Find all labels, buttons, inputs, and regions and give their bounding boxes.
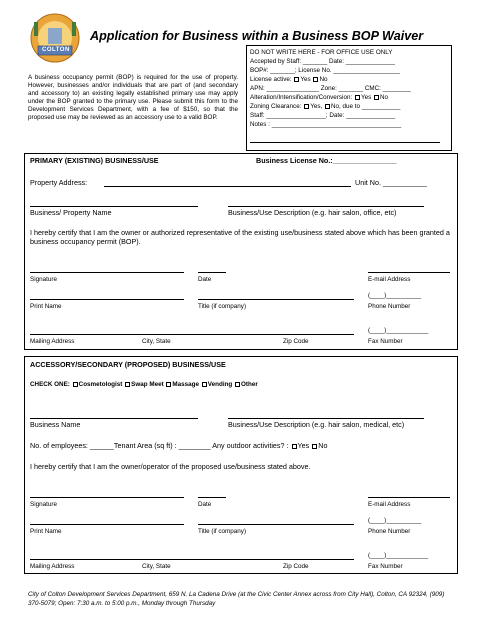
primary-mailing-label: Mailing Address (30, 338, 75, 345)
office-zoning: Zoning Clearance: Yes, No, due to ___________ (250, 103, 401, 110)
outdoor-yes-label: Yes (297, 441, 310, 450)
alteration-label: Alteration/Intensification/Conversion: (250, 94, 353, 101)
primary-business-name-label: Business/ Property Name (30, 208, 112, 217)
swap-meet-checkbox[interactable] (125, 382, 130, 387)
intro-paragraph: A business occupancy permit (BOP) is required for the use of property. However, businesses and/or individuals that are part of (and secondary and accessory to) an existing legally established primary use may apply under the BOP granted to the primary use. Please submit this form to the Development Services Department, with a fee of $150, so that the proposed use may be reviewed as an accessory use to a valid BOP. (28, 74, 238, 122)
property-address-input[interactable] (104, 186, 351, 187)
accessory-email-label: E-mail Address (368, 501, 411, 508)
license-yes-checkbox[interactable] (294, 77, 299, 82)
outdoor-no-checkbox[interactable] (312, 444, 317, 449)
primary-date-label: Date (198, 276, 212, 283)
office-heading: DO NOT WRITE HERE - FOR OFFICE USE ONLY (250, 49, 393, 56)
swap-meet-label: Swap Meet (131, 381, 164, 388)
alteration-no-checkbox[interactable] (374, 95, 379, 100)
property-address-label: Property Address: (30, 178, 88, 187)
cosmetologist-label: Cosmetologist (78, 381, 123, 388)
vending-label: Vending (207, 381, 233, 388)
vending-checkbox[interactable] (202, 382, 207, 387)
license-no-checkbox[interactable] (313, 77, 318, 82)
city-seal-logo (28, 10, 82, 70)
office-bop-number[interactable]: BOP#: _______; License No. ___________________ (250, 67, 400, 74)
office-use-content (250, 48, 450, 129)
alteration-no-label: No (380, 94, 389, 101)
alteration-yes-checkbox[interactable] (355, 95, 360, 100)
primary-email-label: E-mail Address (368, 276, 411, 283)
accessory-heading: ACCESSORY/SECONDARY (PROPOSED) BUSINESS/USE (30, 360, 226, 369)
accessory-city-state-label: City, State (142, 563, 171, 570)
accessory-use-description-input[interactable] (228, 418, 424, 419)
license-yes-label: Yes (300, 76, 311, 83)
other-checkbox[interactable] (235, 382, 240, 387)
massage-checkbox[interactable] (166, 382, 171, 387)
office-staff[interactable]: Staff: _________________; Date: ______________ (250, 112, 396, 119)
unit-number-field[interactable]: Unit No. ___________ (355, 178, 427, 187)
employees-row (30, 441, 327, 450)
outdoor-yes-checkbox[interactable] (292, 444, 297, 449)
accessory-certification: I hereby certify that I am the owner/operator of the proposed use/business stated above. (30, 462, 311, 471)
zoning-label: Zoning Clearance: (250, 103, 302, 110)
primary-email-input[interactable] (368, 272, 450, 273)
primary-signature-input[interactable] (30, 272, 184, 273)
page-title: Application for Business within a Business BOP Waiver (90, 29, 424, 43)
accessory-email-input[interactable] (368, 497, 450, 498)
primary-license-field[interactable]: Business License No.:________________ (256, 156, 397, 165)
primary-title-input[interactable] (198, 299, 354, 300)
zoning-yes-label: Yes (310, 103, 321, 110)
other-label: Other (241, 381, 258, 388)
accessory-phone-label: Phone Number (368, 528, 411, 535)
employees-tenant-area-fields[interactable]: No. of employees: ______Tenant Area (sq ft) : ________ Any outdoor activities? : (30, 441, 289, 450)
primary-zip-label: Zip Code (283, 338, 309, 345)
primary-business-name-input[interactable] (30, 206, 198, 207)
accessory-signature-label: Signature (30, 501, 57, 508)
accessory-title-label: Title (if company) (198, 528, 247, 535)
accessory-signature-input[interactable] (30, 497, 184, 498)
accessory-date-input[interactable] (198, 497, 226, 498)
accessory-phone-input[interactable]: (____)__________ (368, 517, 422, 524)
office-notes-line[interactable] (250, 142, 440, 143)
logo-text: COLTON (42, 47, 70, 53)
primary-city-state-label: City, State (142, 338, 171, 345)
license-active-label: License active: (250, 76, 292, 83)
cosmetologist-checkbox[interactable] (73, 382, 78, 387)
footer-contact-info: City of Colton Development Services Department, 659 N. La Cadena Drive (at the Civic Center Annex across from City Hall), Colton, CA 92324, (909) 370-5079; Open: 7:30 a.m. to 5:00 p.m., Monday through Thursday (28, 591, 445, 607)
outdoor-no-label: No (318, 441, 328, 450)
zoning-yes-checkbox[interactable] (304, 104, 309, 109)
accessory-print-name-label: Print Name (30, 528, 62, 535)
accessory-mailing-label: Mailing Address (30, 563, 75, 570)
accessory-business-name-label: Business Name (30, 420, 81, 429)
primary-phone-label: Phone Number (368, 303, 411, 310)
accessory-fax-label: Fax Number (368, 563, 403, 570)
check-one-label: CHECK ONE: (30, 381, 70, 388)
accessory-fax-input[interactable]: (____)____________ (368, 552, 429, 559)
accessory-print-name-input[interactable] (30, 524, 184, 525)
primary-use-description-input[interactable] (228, 206, 424, 207)
accessory-date-label: Date (198, 501, 212, 508)
alteration-yes-label: Yes (360, 94, 372, 101)
accessory-title-input[interactable] (198, 524, 354, 525)
accessory-business-name-input[interactable] (30, 418, 198, 419)
zoning-no-label: No, due to ___________ (331, 103, 401, 110)
office-accepted-by[interactable]: Accepted by Staff: _______ Date: ______________ (250, 58, 395, 65)
check-one-row (30, 381, 258, 388)
primary-fax-label: Fax Number (368, 338, 403, 345)
primary-print-name-input[interactable] (30, 299, 184, 300)
primary-fax-input[interactable]: (____)____________ (368, 327, 429, 334)
office-alteration (250, 93, 450, 102)
primary-mailing-address-input[interactable] (30, 334, 354, 335)
primary-certification: I hereby certify that I am the owner or authorized representative of the existing use/business stated above which has been granted a business occupancy permit (BOP). (30, 228, 450, 246)
accessory-mailing-address-input[interactable] (30, 559, 354, 560)
massage-label: Massage (172, 381, 200, 388)
zoning-no-checkbox[interactable] (325, 104, 330, 109)
primary-date-input[interactable] (198, 272, 226, 273)
primary-phone-input[interactable]: (____)__________ (368, 292, 422, 299)
office-notes[interactable]: Notes : _____________________________________ (250, 121, 402, 128)
primary-signature-label: Signature (30, 276, 57, 283)
primary-heading: PRIMARY (EXISTING) BUSINESS/USE (30, 156, 159, 165)
primary-print-name-label: Print Name (30, 303, 62, 310)
primary-title-label: Title (if company) (198, 303, 247, 310)
license-no-label: No (319, 76, 328, 83)
accessory-use-description-label: Business/Use Description (e.g. hair salon, medical, etc) (228, 420, 405, 429)
office-license-active (250, 75, 450, 84)
office-apn[interactable]: APN: _______________ Zone: _______ CMC: ________ (250, 85, 411, 92)
primary-use-description-label: Business/Use Description (e.g. hair salon, office, etc) (228, 208, 397, 217)
accessory-zip-label: Zip Code (283, 563, 309, 570)
